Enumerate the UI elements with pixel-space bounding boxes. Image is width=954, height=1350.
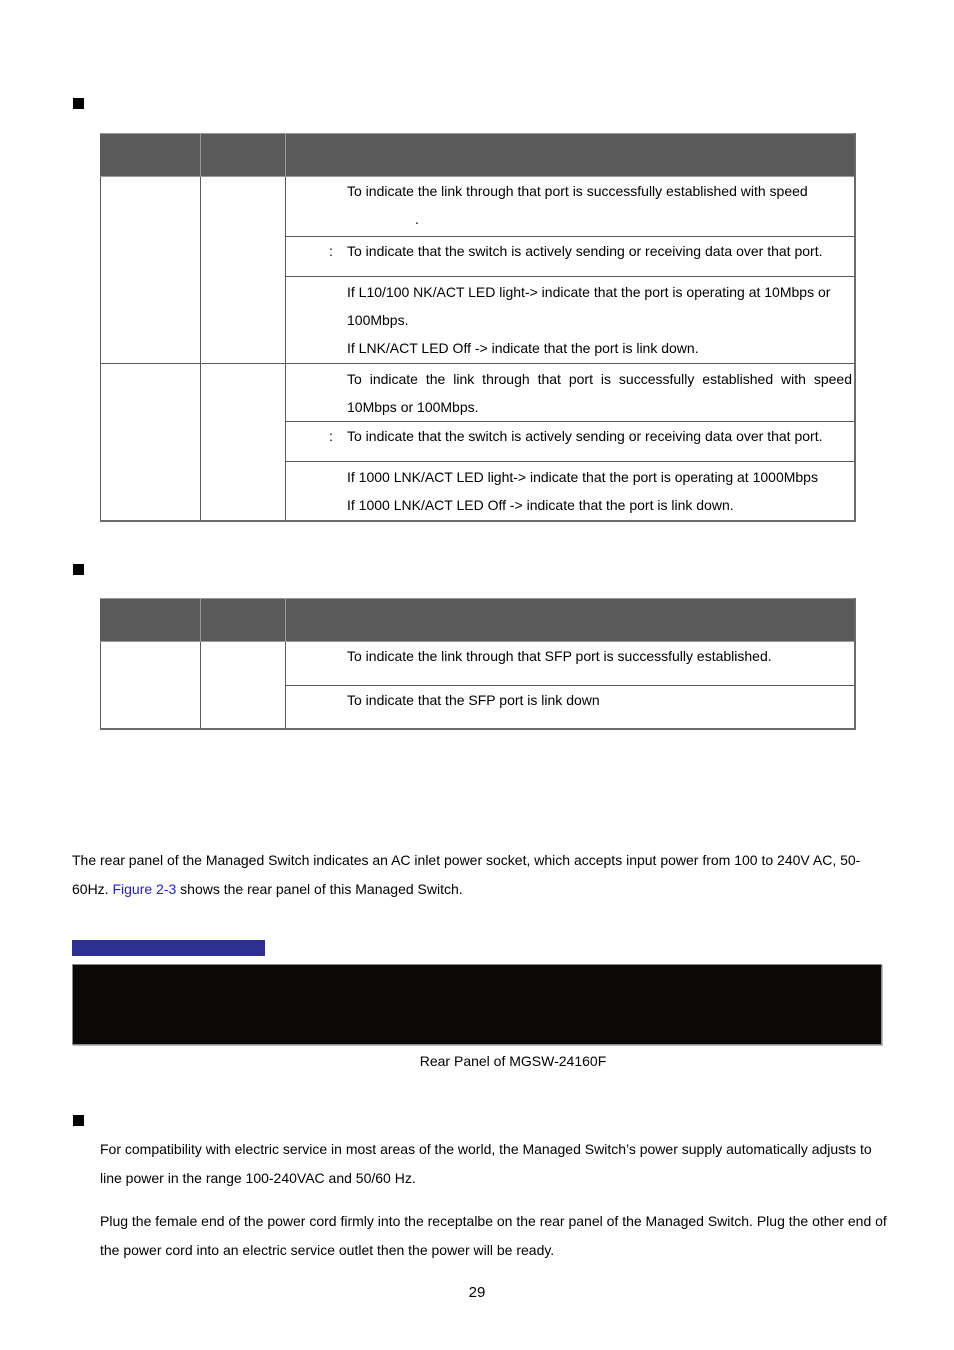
page-number: 29 — [468, 1284, 486, 1301]
table-row — [101, 364, 856, 422]
figure-heading-bar — [72, 940, 265, 956]
led-description-line: If 1000 LNK/ACT LED Off -> indicate that the port is link down. — [347, 497, 734, 513]
section-bullet — [73, 564, 84, 575]
led-table-ports — [100, 133, 856, 522]
led-description-line: If L10/100 NK/ACT LED light-> indicate that the port is operating at 10Mbps or — [347, 284, 831, 300]
led-description: To indicate that the SFP port is link down — [347, 692, 600, 708]
led-table-sfp — [100, 598, 856, 730]
section-bullet — [73, 98, 84, 109]
table-header-row — [101, 599, 856, 642]
colon-mark: : — [329, 243, 333, 259]
table-row — [101, 642, 856, 686]
led-description: To indicate the link through that SFP port is successfully established. — [347, 648, 772, 664]
rear-panel-image — [72, 964, 882, 1045]
colon-mark: : — [329, 428, 333, 444]
power-paragraph: Plug the female end of the power cord firmly into the receptalbe on the rear panel of the Managed Switch. Plug the other end of the power cord into an electric service outlet then the power will be ready. — [100, 1213, 887, 1258]
table-row — [101, 177, 856, 237]
power-paragraph: For compatibility with electric service in most areas of the world, the Managed Switch’s power supply automatically adjusts to line power in the range 100-240VAC and 50/60 Hz. — [100, 1141, 872, 1186]
led-description-line: 100Mbps. — [347, 312, 409, 328]
led-description: To indicate that the switch is actively sending or receiving data over that port. — [347, 428, 823, 444]
led-description: To indicate that the switch is actively sending or receiving data over that port. — [347, 243, 823, 259]
intro-text: shows the rear panel of this Managed Switch. — [180, 881, 463, 897]
led-description: To indicate the link through that port is successfully established with speed — [347, 183, 808, 199]
led-description: To indicate the link through that port is successfully established with speed 10Mbps or 100Mbps. — [347, 371, 852, 415]
figure-link[interactable]: Figure 2-3 — [112, 881, 177, 897]
table-header-row — [101, 134, 856, 177]
intro-text: The rear panel of the Managed Switch indicates an AC inlet power socket, which accepts input power from 100 to 240V AC, 50-60Hz. — [72, 852, 861, 897]
figure-caption: Rear Panel of MGSW-24160F — [419, 1053, 607, 1069]
led-description-end: . — [415, 211, 419, 227]
led-description-line: If LNK/ACT LED Off -> indicate that the port is link down. — [347, 340, 699, 356]
rear-panel-intro — [72, 846, 872, 904]
section-bullet — [73, 1115, 84, 1126]
led-description-line: If 1000 LNK/ACT LED light-> indicate that the port is operating at 1000Mbps — [347, 469, 818, 485]
